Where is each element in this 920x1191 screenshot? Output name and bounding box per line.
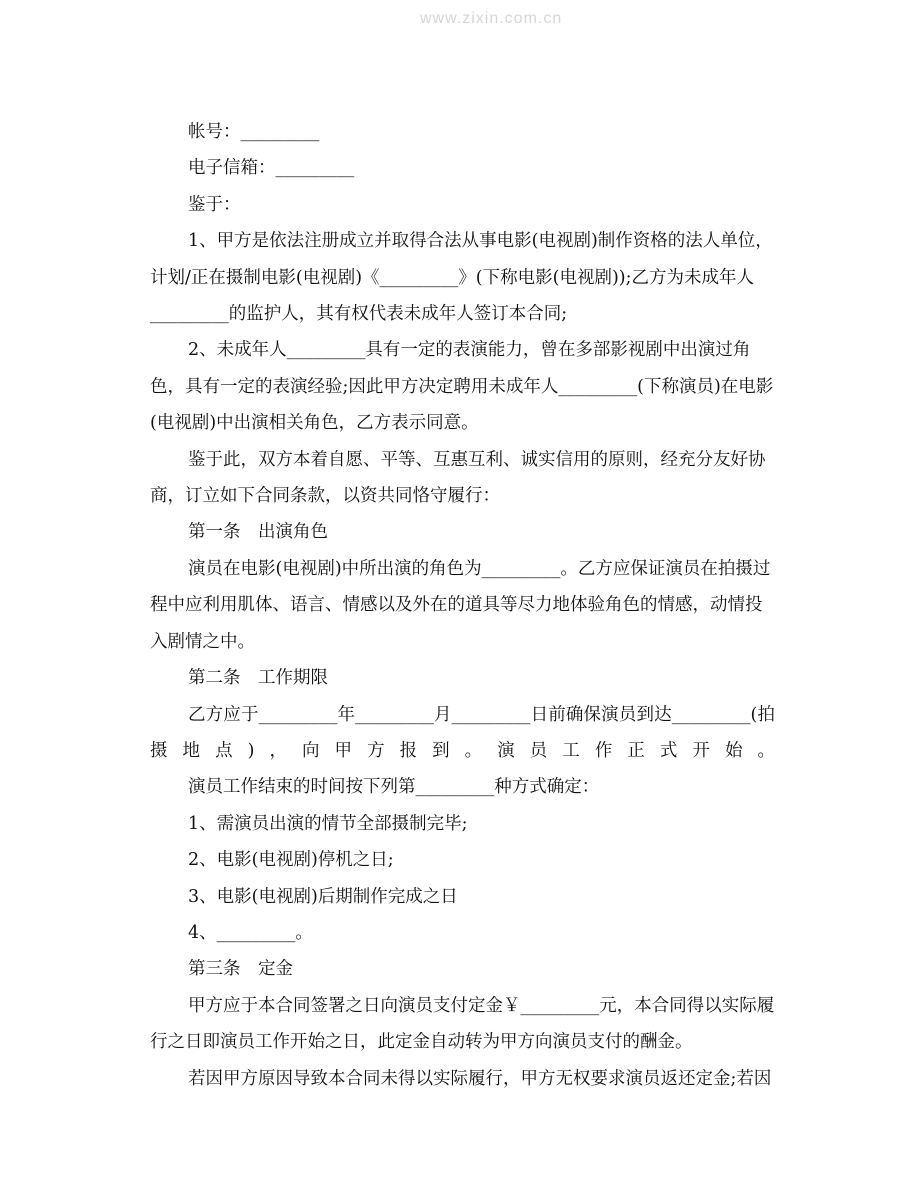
article-2-heading: 第二条 工作期限 [188,668,328,689]
paragraph-email: 电子信箱：_________ [188,158,355,179]
list-item-2: 2、电影(电视剧)停机之日; [188,850,394,871]
watermark: www.zixin.com.cn [420,10,563,27]
article-3-text: 甲方应于本合同签署之日向演员支付定金￥_________元，本合同得以实际履行之日即演员工作开始之日，此定金自动转为甲方向演员支付的酬金。 [150,995,775,1053]
article-2-end-method: 演员工作结束的时间按下列第_________种方式确定： [188,777,600,798]
list-item-1: 1、需演员出演的情节全部摄制完毕; [188,813,468,834]
paragraph-recital-1: 1、甲方是依法注册成立并取得合法从事电影(电视剧)制作资格的法人单位，计划/正在摄制电影(电视剧)《_________》(下称电影(电视剧));乙方为未成年人_________的监护人，其有权代表未成年人签订本合同; [150,231,773,325]
article-1-heading: 第一条 出演角色 [188,522,328,543]
article-2-text: 乙方应于_________年_________月_________日前确保演员到达_________(拍摄地点)，向甲方报到。演员工作正式开始。 [150,704,775,761]
article-3-text-2: 若因甲方原因导致本合同未得以实际履行，甲方无权要求演员返还定金;若因 [188,1068,772,1089]
list-item-4: 4、_________。 [188,922,313,943]
list-item-3: 3、电影(电视剧)后期制作完成之日 [188,886,458,907]
paragraph-agreement: 鉴于此，双方本着自愿、平等、互惠互利、诚实信用的原则，经充分友好协商，订立如下合同条款，以资共同恪守履行： [150,449,766,507]
article-3-heading: 第三条 定金 [188,959,293,980]
paragraph-account: 帐号：_________ [188,122,320,142]
article-1-text: 演员在电影(电视剧)中所出演的角色为_________。乙方应保证演员在拍摄过程中应利用肌体、语言、情感以及外在的道具等尽力地体验角色的情感，动情投入剧情之中。 [150,558,771,652]
paragraph-recital-2: 2、未成年人_________具有一定的表演能力，曾在多部影视剧中出演过角色，具有一定的表演经验;因此甲方决定聘用未成年人_________(下称演员)在电影(电视剧)中出演相关角色，乙方表示同意。 [150,340,774,434]
contract-body [150,114,775,1097]
paragraph-whereas: 鉴于： [188,194,241,215]
